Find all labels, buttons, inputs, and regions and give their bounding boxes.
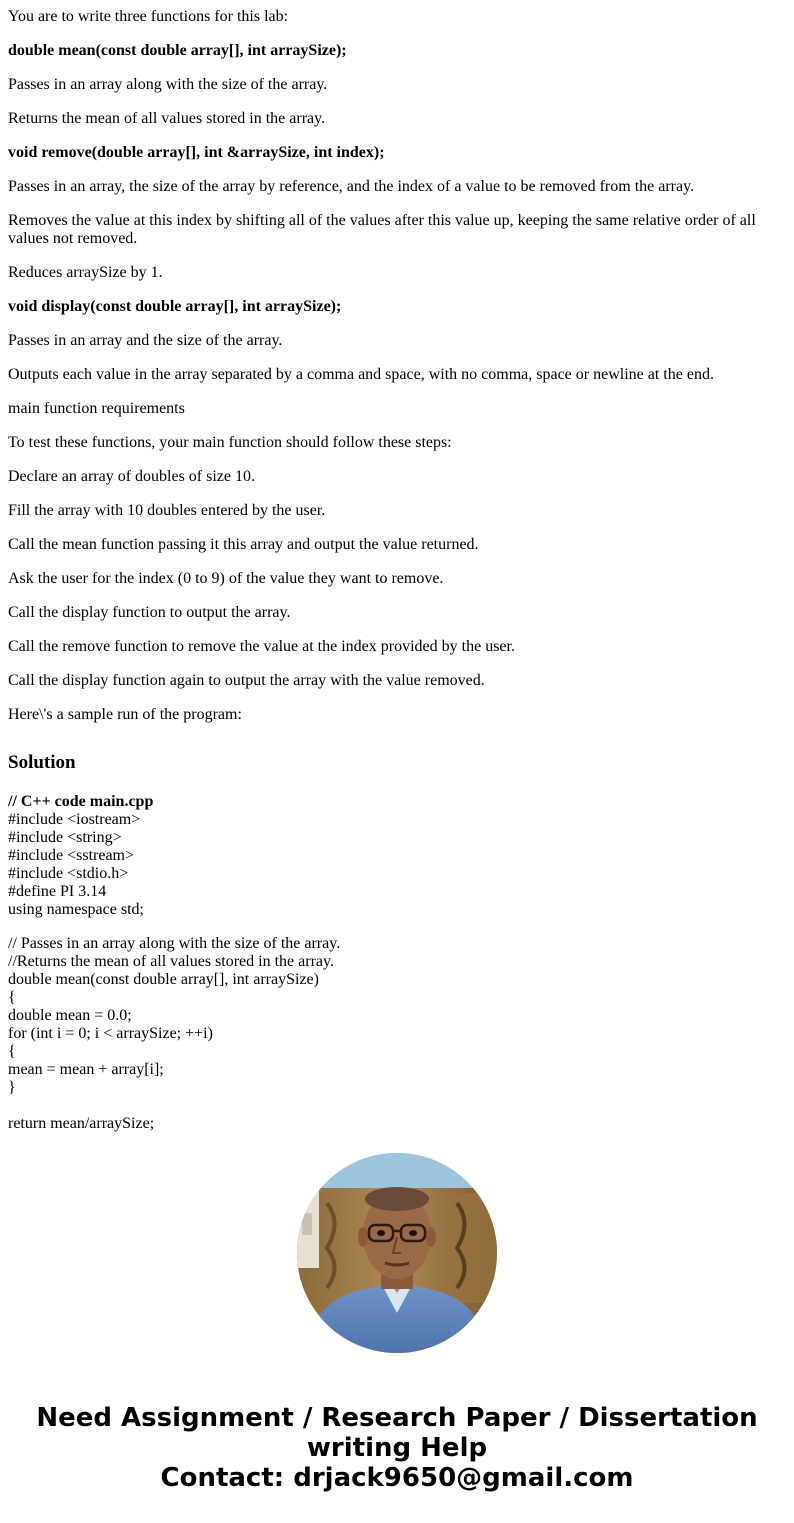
- solution-heading: Solution: [8, 752, 76, 773]
- main-requirements-heading: main function requirements: [8, 400, 185, 417]
- avatar-portrait-icon: [297, 1153, 497, 1353]
- code-line: double mean = 0.0;: [8, 1007, 132, 1024]
- remove-description-3: Reduces arraySize by 1.: [8, 264, 163, 281]
- display-signature: void display(const double array[], int arraySize);: [8, 298, 342, 315]
- step-item: Call the display function again to output the array with the value removed.: [8, 672, 485, 689]
- promo-banner: [0, 1403, 794, 1493]
- code-line: for (int i = 0; i < arraySize; ++i): [8, 1025, 213, 1042]
- display-description-1: Passes in an array and the size of the array.: [8, 332, 283, 349]
- step-item: Fill the array with 10 doubles entered by the user.: [8, 502, 326, 519]
- code-line: {: [8, 1043, 16, 1060]
- code-line: }: [8, 1079, 16, 1096]
- mean-signature: double mean(const double array[], int arraySize);: [8, 42, 347, 59]
- remove-description-2: Removes the value at this index by shifting all of the values after this value up, keeping the same relative order of all values not removed.: [8, 212, 756, 247]
- remove-signature: void remove(double array[], int &arraySize, int index);: [8, 144, 385, 161]
- code-line: #include <stdio.h>: [8, 865, 129, 882]
- promo-line-1: Need Assignment / Research Paper / Dissertation: [36, 1403, 758, 1433]
- step-item: Declare an array of doubles of size 10.: [8, 468, 255, 485]
- document-content: [8, 8, 786, 1149]
- code-line: double mean(const double array[], int arraySize): [8, 971, 319, 988]
- remove-description-1: Passes in an array, the size of the array by reference, and the index of a value to be removed from the array.: [8, 178, 695, 195]
- code-line: #include <sstream>: [8, 847, 135, 864]
- code-line: #define PI 3.14: [8, 883, 107, 900]
- step-item: Ask the user for the index (0 to 9) of the value they want to remove.: [8, 570, 444, 587]
- code-line: return mean/arraySize;: [8, 1115, 155, 1132]
- main-requirements-intro: To test these functions, your main function should follow these steps:: [8, 434, 452, 451]
- intro-text: You are to write three functions for this lab:: [8, 8, 289, 25]
- code-line: #include <string>: [8, 829, 122, 846]
- code-line: [8, 1097, 786, 1115]
- code-header-comment: // C++ code main.cpp: [8, 793, 154, 810]
- code-line: using namespace std;: [8, 901, 144, 918]
- code-line: {: [8, 989, 16, 1006]
- mean-description-1: Passes in an array along with the size of the array.: [8, 76, 328, 93]
- promo-line-2: writing Help: [306, 1433, 488, 1463]
- code-line: //Returns the mean of all values stored in the array.: [8, 953, 334, 970]
- mean-description-2: Returns the mean of all values stored in the array.: [8, 110, 326, 127]
- step-item: Call the display function to output the array.: [8, 604, 291, 621]
- step-item: Call the mean function passing it this array and output the value returned.: [8, 536, 479, 553]
- code-line: mean = mean + array[i];: [8, 1061, 164, 1078]
- avatar: [297, 1153, 497, 1353]
- code-mean-function-block: [8, 935, 786, 1133]
- code-includes-block: [8, 793, 786, 919]
- display-description-2: Outputs each value in the array separated by a comma and space, with no comma, space or newline at the end.: [8, 366, 714, 383]
- promo-contact: Contact: drjack9650@gmail.com: [160, 1463, 634, 1493]
- sample-run-text: Here\'s a sample run of the program:: [8, 706, 242, 723]
- step-item: Call the remove function to remove the value at the index provided by the user.: [8, 638, 515, 655]
- code-line: // Passes in an array along with the size of the array.: [8, 935, 341, 952]
- code-line: #include <iostream>: [8, 811, 141, 828]
